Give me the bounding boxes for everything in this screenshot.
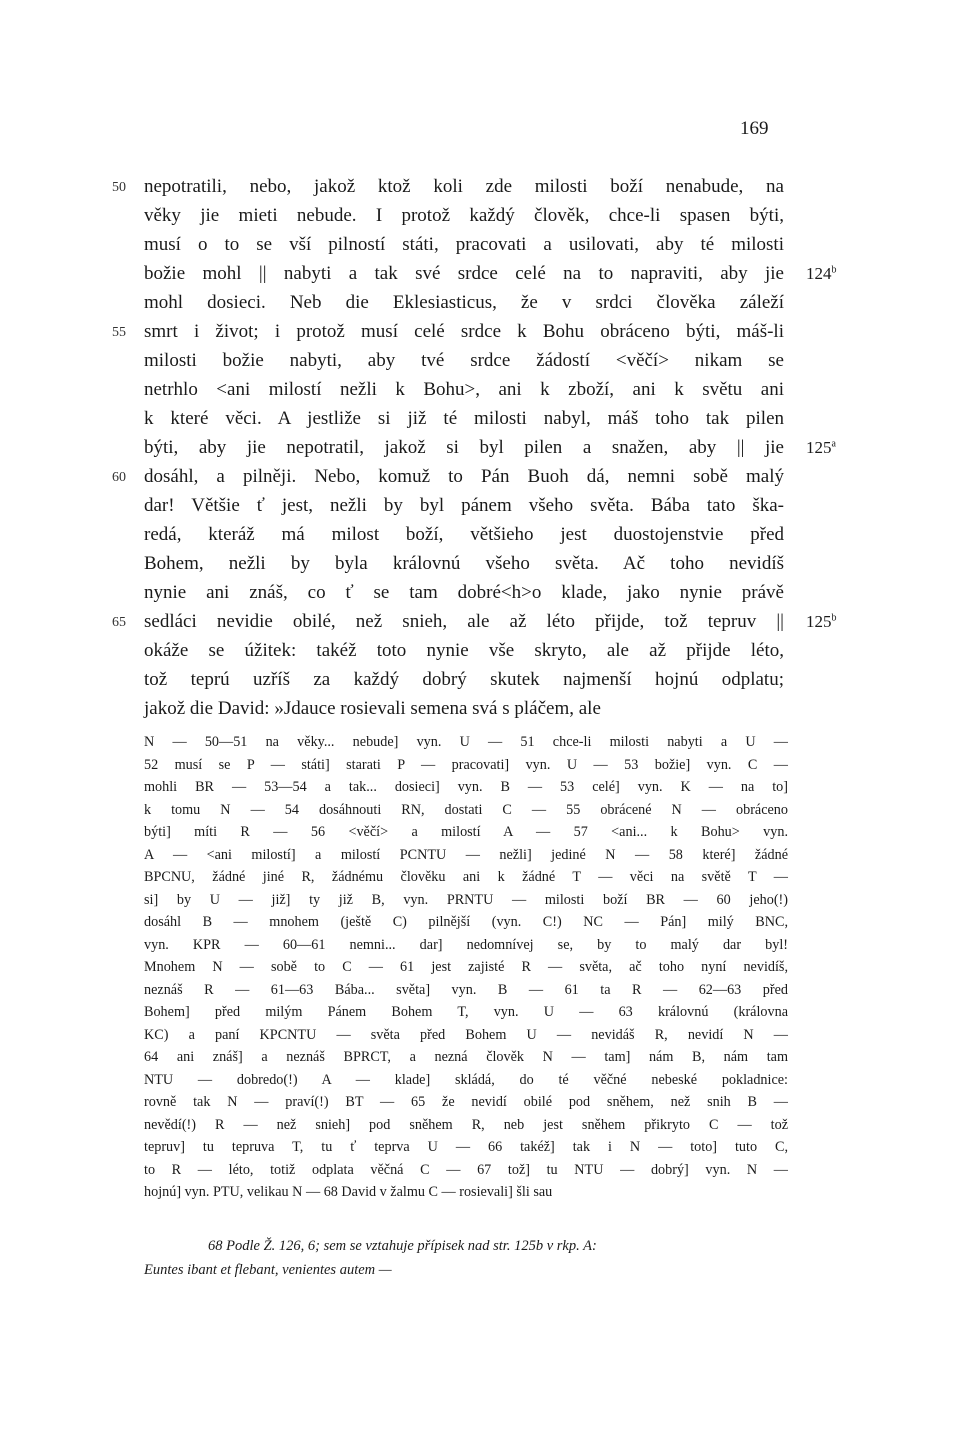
main-line: věky jie mieti nebude. I protož každý člověk, chce-li spasen býti,: [144, 205, 784, 226]
folio-number: 125: [806, 438, 832, 457]
apparatus-line: NTU — dobredo(!) A — klade] skládá, do té věčné nebeské pokladnice:: [144, 1071, 788, 1088]
folio-marker: [806, 264, 837, 284]
apparatus-line: nevědí(!) R — než snieh] pod sněhem R, neb jest sněhem přikryto C — tož: [144, 1116, 788, 1133]
apparatus-line: tepruv] tu tepruva T, tu ť teprva U — 66 takéž] tak i N — toto] tuto C,: [144, 1139, 788, 1155]
apparatus-line: 64 ani znáš] a neznáš BPRCT, a nezná člověk N — tam] nám B, nám tam: [144, 1049, 788, 1065]
folio-marker: [806, 438, 836, 458]
apparatus-line: BPCNU, žádné jiné R, žádnému člověku ani k žádné T — věci na světě T —: [144, 869, 788, 885]
main-line: mohl dosieci. Neb die Eklesiasticus, že v srdci člověka záleží: [144, 292, 784, 313]
folio-side: b: [831, 612, 837, 624]
apparatus-line: vyn. KPR — 60—61 nemni... dar] nedomnívej se, by to malý dar byl!: [144, 936, 788, 953]
main-line: dosáhl, a pilněji. Nebo, komuž to Pán Buoh dá, nemni sobě malý: [144, 466, 784, 487]
apparatus-line: dosáhl B — mnohem (ještě C) pilnější (vyn. C!) NC — Pán] milý BNC,: [144, 914, 788, 930]
apparatus-line: neznáš R — 61—63 Bába... světa] vyn. B — 61 ta R — 62—63 před: [144, 981, 788, 998]
main-line: milosti božie nabyti, aby tvé srdce žádostí <věčí> nikam se: [144, 350, 784, 371]
main-line: redá, kteráž má milost boží, většieho jest duostojenstvie před: [144, 524, 784, 545]
apparatus-line: býti] míti R — 56 <věčí> a milostí A — 57 <ani... k Bohu> vyn.: [144, 824, 788, 840]
apparatus-line: mohli BR — 53—54 a tak... dosieci] vyn. B — 53 celé] vyn. K — na to]: [144, 779, 788, 795]
main-line: nepotratili, nebo, jakož ktož koli zde milosti boží nenabude, na: [144, 176, 784, 197]
main-line: nynie ani znáš, co ť se tam dobré<h>o klade, jako nynie právě: [144, 582, 784, 603]
main-line: sedláci nevidie obilé, než snieh, ale až léto přijde, tož tepruv ||: [144, 611, 784, 632]
main-line: okáže se úžitek: takéž toto nynie vše skryto, ale až přijde léto,: [144, 640, 784, 661]
line-number: 60: [112, 470, 126, 485]
apparatus-line: k tomu N — 54 dosáhnouti RN, dostati C — 55 obrácené N — obráceno: [144, 801, 788, 818]
folio-number: 124: [806, 264, 832, 283]
main-line: býti, aby jie nepotratil, jakož si byl pilen a snažen, aby || jie: [144, 437, 784, 458]
apparatus-line: Mnohem N — sobě to C — 61 jest zajisté R — světa, ač toho nyní nevidíš,: [144, 959, 788, 975]
folio-side: a: [831, 438, 836, 450]
main-line: smrt i život; i protož musí celé srdce k Bohu obráceno býti, máš-li: [144, 321, 784, 342]
folio-marker: [806, 612, 837, 632]
line-number: 55: [112, 325, 126, 340]
main-line: tož teprú uzříš za každý dobrý skutek najmenší hojnú odplatu;: [144, 669, 784, 690]
apparatus-line: rovně tak N — praví(!) BT — 65 že nevidí obilé pod sněhem, než snih B —: [144, 1094, 788, 1110]
main-line: dar! Většie ť jest, nežli by byl pánem všeho světa. Bába tato ška-: [144, 495, 784, 516]
main-line: musí o to se vší pilností státi, pracovati a usilovati, aby té milosti: [144, 234, 784, 255]
main-line: jakož die David: »Jdauce rosievali semena svá s pláčem, ale: [144, 698, 601, 719]
page-number: 169: [740, 118, 769, 139]
main-line: k které věci. A jestliže si již té milosti nabyl, máš toho tak pilen: [144, 408, 784, 429]
main-line: Bohem, nežli by byla královnú všeho světa. Ač toho nevidíš: [144, 553, 784, 574]
apparatus-line: si] by U — již] ty již B, vyn. PRNTU — milosti boží BR — 60 jeho(!): [144, 891, 788, 908]
footnote-line: Euntes ibant et flebant, venientes autem —: [144, 1262, 392, 1278]
apparatus-line: to R — léto, totiž odplata věčná C — 67 tož] tu NTU — dobrý] vyn. N —: [144, 1161, 788, 1178]
apparatus-line: Bohem] před milým Pánem Bohem T, vyn. U — 63 královnú (královna: [144, 1004, 788, 1020]
line-number: 50: [112, 180, 126, 195]
apparatus-line: N — 50—51 na věky... nebude] vyn. U — 51 chce-li milosti nabyti a U —: [144, 734, 788, 750]
apparatus-line: A — <ani milostí] a milostí PCNTU — nežli] jediné N — 58 které] žádné: [144, 846, 788, 863]
apparatus-line: KC) a paní KPCNTU — světa před Bohem U — nevidáš R, nevidí N —: [144, 1026, 788, 1043]
main-line: božie mohl || nabyti a tak své srdce celé na to napraviti, aby jie: [144, 263, 784, 284]
main-line: netrhlo <ani milostí nežli k Bohu>, ani k zboží, ani k světu ani: [144, 379, 784, 400]
line-number: 65: [112, 615, 126, 630]
apparatus-line: hojnú] vyn. PTU, velikau N — 68 David v žalmu C — rosievali] šli sau: [144, 1184, 553, 1200]
folio-number: 125: [806, 612, 832, 631]
apparatus-line: 52 musí se P — státi] starati P — pracovati] vyn. U — 53 božie] vyn. C —: [144, 756, 788, 773]
footnote-line: 68 Podle Ž. 126, 6; sem se vztahuje přípisek nad str. 125b v rkp. A:: [208, 1238, 597, 1254]
folio-side: b: [831, 264, 837, 276]
